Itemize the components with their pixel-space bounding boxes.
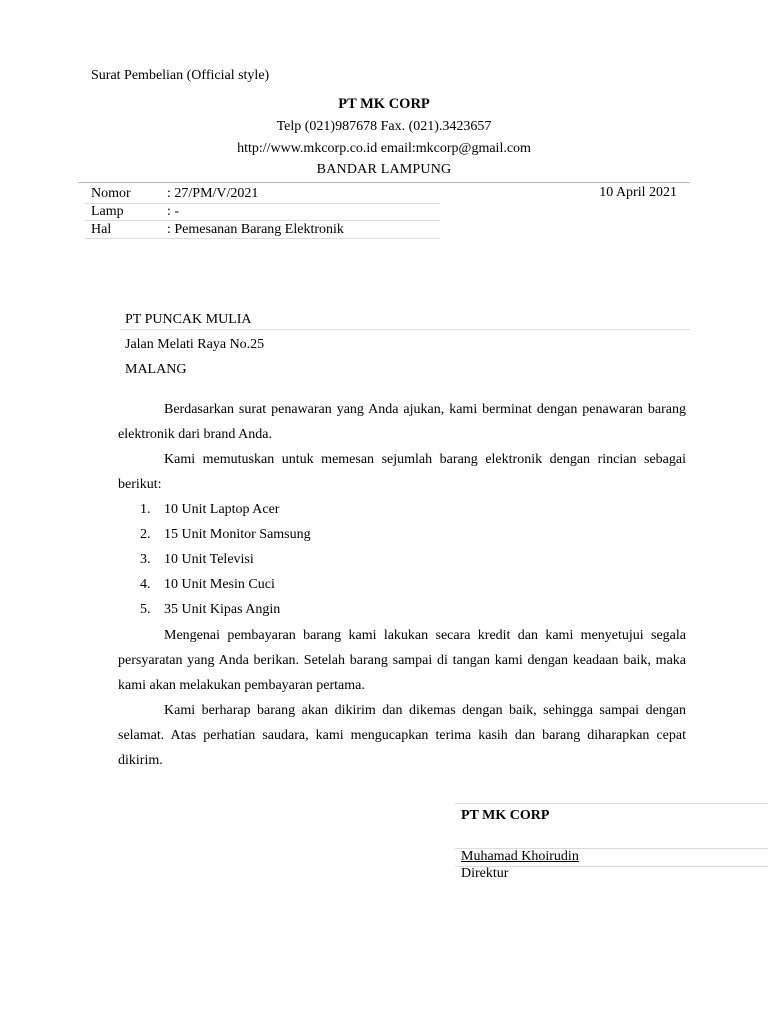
body-paragraph-1: Berdasarkan surat penawaran yang Anda ajukan, kami berminat dengan penawaran barang elektronik dari brand Anda.: [118, 402, 686, 442]
recipient-street: Jalan Melati Raya No.25: [125, 337, 265, 352]
letterhead-phone-fax: Telp (021)987678 Fax. (021).3423657: [276, 119, 492, 134]
body-paragraph-2: Kami memutuskan untuk memesan sejumlah barang elektronik dengan rincian sebagai berikut:: [118, 452, 686, 492]
document-type-label: Surat Pembelian (Official style): [91, 68, 270, 83]
list-item-number: 1.: [140, 502, 151, 517]
signature-name: Muhamad Khoirudin: [461, 849, 579, 864]
recipient-city: MALANG: [125, 362, 187, 377]
letterhead-company-name: PT MK CORP: [338, 96, 430, 112]
list-item-number: 3.: [140, 552, 151, 567]
letterhead-city: BANDAR LAMPUNG: [316, 162, 452, 177]
recipient-divider: [120, 329, 690, 330]
signature-company: PT MK CORP: [461, 808, 550, 823]
meta-label: Nomor: [91, 186, 131, 201]
meta-value: : Pemesanan Barang Elektronik: [167, 222, 344, 237]
letter-date: 10 April 2021: [599, 185, 677, 200]
list-item-text: 10 Unit Laptop Acer: [164, 502, 280, 517]
meta-label: Lamp: [91, 204, 124, 219]
meta-value: : -: [167, 204, 180, 219]
body-paragraph-3: Mengenai pembayaran barang kami lakukan secara kredit dan kami menyetujui segala persyaratan yang Anda berikan. Setelah barang sampai di tangan kami dengan keadaan baik, maka kami akan melakukan pembayaran pertama.: [118, 628, 686, 693]
list-item-text: 10 Unit Televisi: [164, 552, 254, 567]
recipient-name: PT PUNCAK MULIA: [125, 312, 252, 327]
list-item-text: 10 Unit Mesin Cuci: [164, 577, 275, 592]
list-item-number: 5.: [140, 602, 151, 617]
list-item-number: 2.: [140, 527, 151, 542]
list-item-text: 35 Unit Kipas Angin: [164, 602, 281, 617]
letterhead-divider: [78, 182, 690, 183]
body-paragraph-4: Kami berharap barang akan dikirim dan dikemas dengan baik, sehingga sampai dengan selamat. Atas perhatian saudara, kami mengucapkan terima kasih dan barang diharapkan cepat dikirim.: [118, 703, 686, 768]
list-item-text: 15 Unit Monitor Samsung: [164, 527, 311, 542]
meta-value: : 27/PM/V/2021: [167, 186, 259, 201]
meta-row-divider: [85, 238, 440, 239]
meta-label: Hal: [91, 222, 112, 237]
list-item-number: 4.: [140, 577, 151, 592]
letterhead-web-email: http://www.mkcorp.co.id email:mkcorp@gmail.com: [237, 141, 531, 156]
signature-top-divider: [455, 803, 768, 804]
signature-title: Direktur: [461, 866, 509, 881]
